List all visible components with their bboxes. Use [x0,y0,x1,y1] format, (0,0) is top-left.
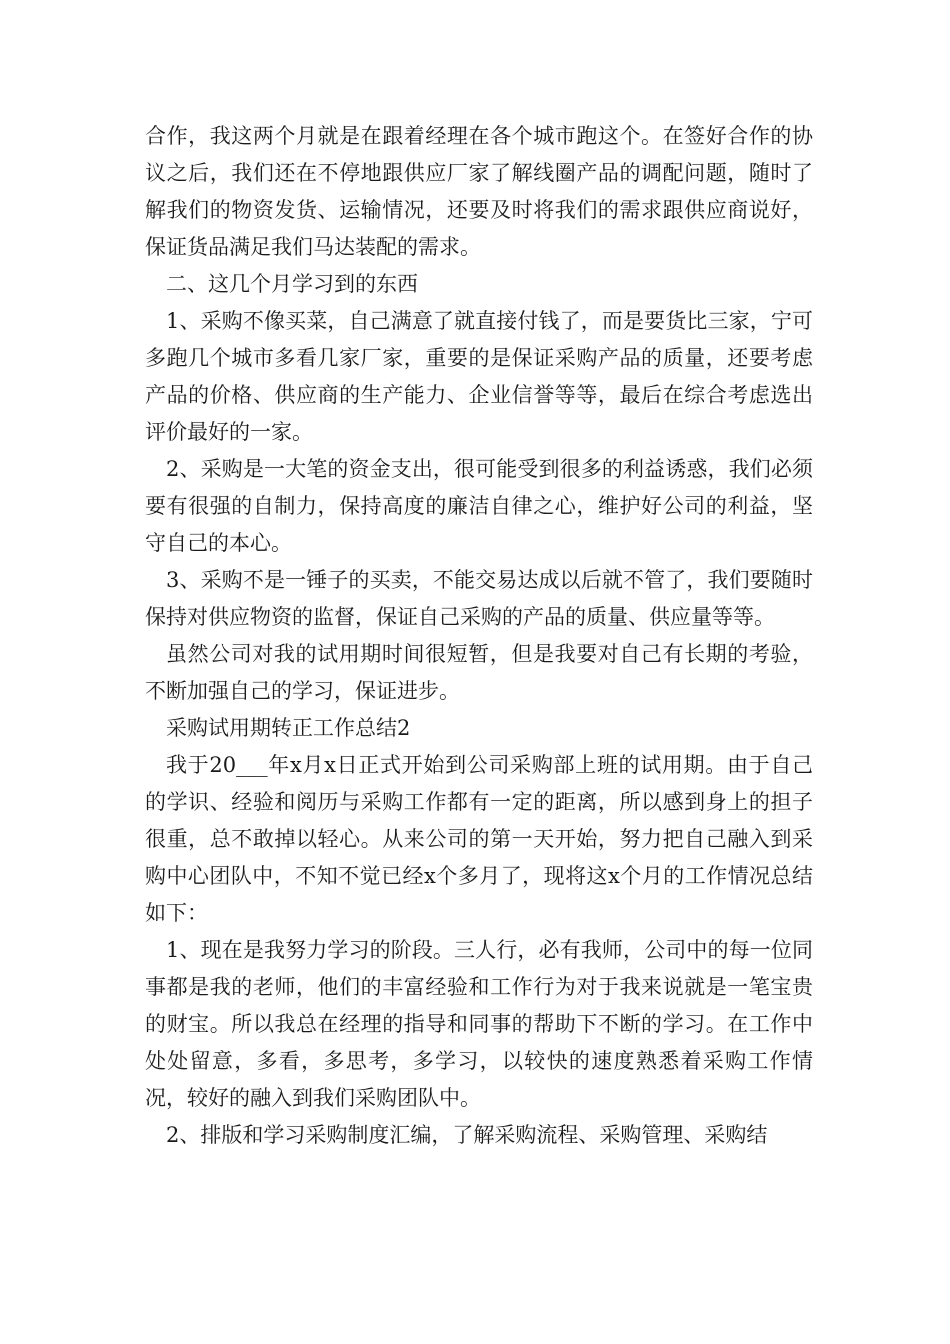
paragraph-item-1: 1、现在是我努力学习的阶段。三人行，必有我师，公司中的每一位同事都是我的老师，他们的丰富经验和工作行为对于我来说就是一笔宝贵的财宝。所以我总在经理的指导和同事的帮助下不断的学习。在工作中处处留意，多看，多思考，多学习，以较快的速度熟悉着采购工作情况，较好的融入到我们采购团队中。 [145,938,813,1110]
paragraph-point-1: 1、采购不像买菜，自己满意了就直接付钱了，而是要货比三家，宁可多跑几个城市多看几家厂家，重要的是保证采购产品的质量，还要考虑产品的价格、供应商的生产能力、企业信誉等等，最后在综合考虑选出评价最好的一家。 [145,309,813,444]
paragraph-point-2: 2、采购是一大笔的资金支出，很可能受到很多的利益诱惑，我们必须要有很强的自制力，保持高度的廉洁自律之心，维护好公司的利益，坚守自己的本心。 [145,457,813,555]
section-heading: 二、这几个月学习到的东西 [166,272,418,296]
paragraph-intro: 我于20___年x月x日正式开始到公司采购部上班的试用期。由于自己的学识、经验和阅历与采购工作都有一定的距离，所以感到身上的担子很重，总不敢掉以轻心。从来公司的第一天开始，努力把自己融入到采购中心团队中，不知不觉已经x个多月了，现将这x个月的工作情况总结如下： [145,753,813,925]
document-body [145,118,813,1154]
document-title-2: 采购试用期转正工作总结2 [166,716,411,740]
paragraph-item-2: 2、排版和学习采购制度汇编，了解采购流程、采购管理、采购结 [166,1123,768,1147]
paragraph-conclusion: 虽然公司对我的试用期时间很短暂，但是我要对自己有长期的考验，不断加强自己的学习，保证进步。 [145,642,813,703]
paragraph-point-3: 3、采购不是一锤子的买卖，不能交易达成以后就不管了，我们要随时保持对供应物资的监督，保证自己采购的产品的质量、供应量等等。 [145,568,813,629]
paragraph-continuation: 合作，我这两个月就是在跟着经理在各个城市跑这个。在签好合作的协议之后，我们还在不停地跟供应厂家了解线圈产品的调配问题，随时了解我们的物资发货、运输情况，还要及时将我们的需求跟供应商说好，保证货品满足我们马达装配的需求。 [145,124,813,259]
